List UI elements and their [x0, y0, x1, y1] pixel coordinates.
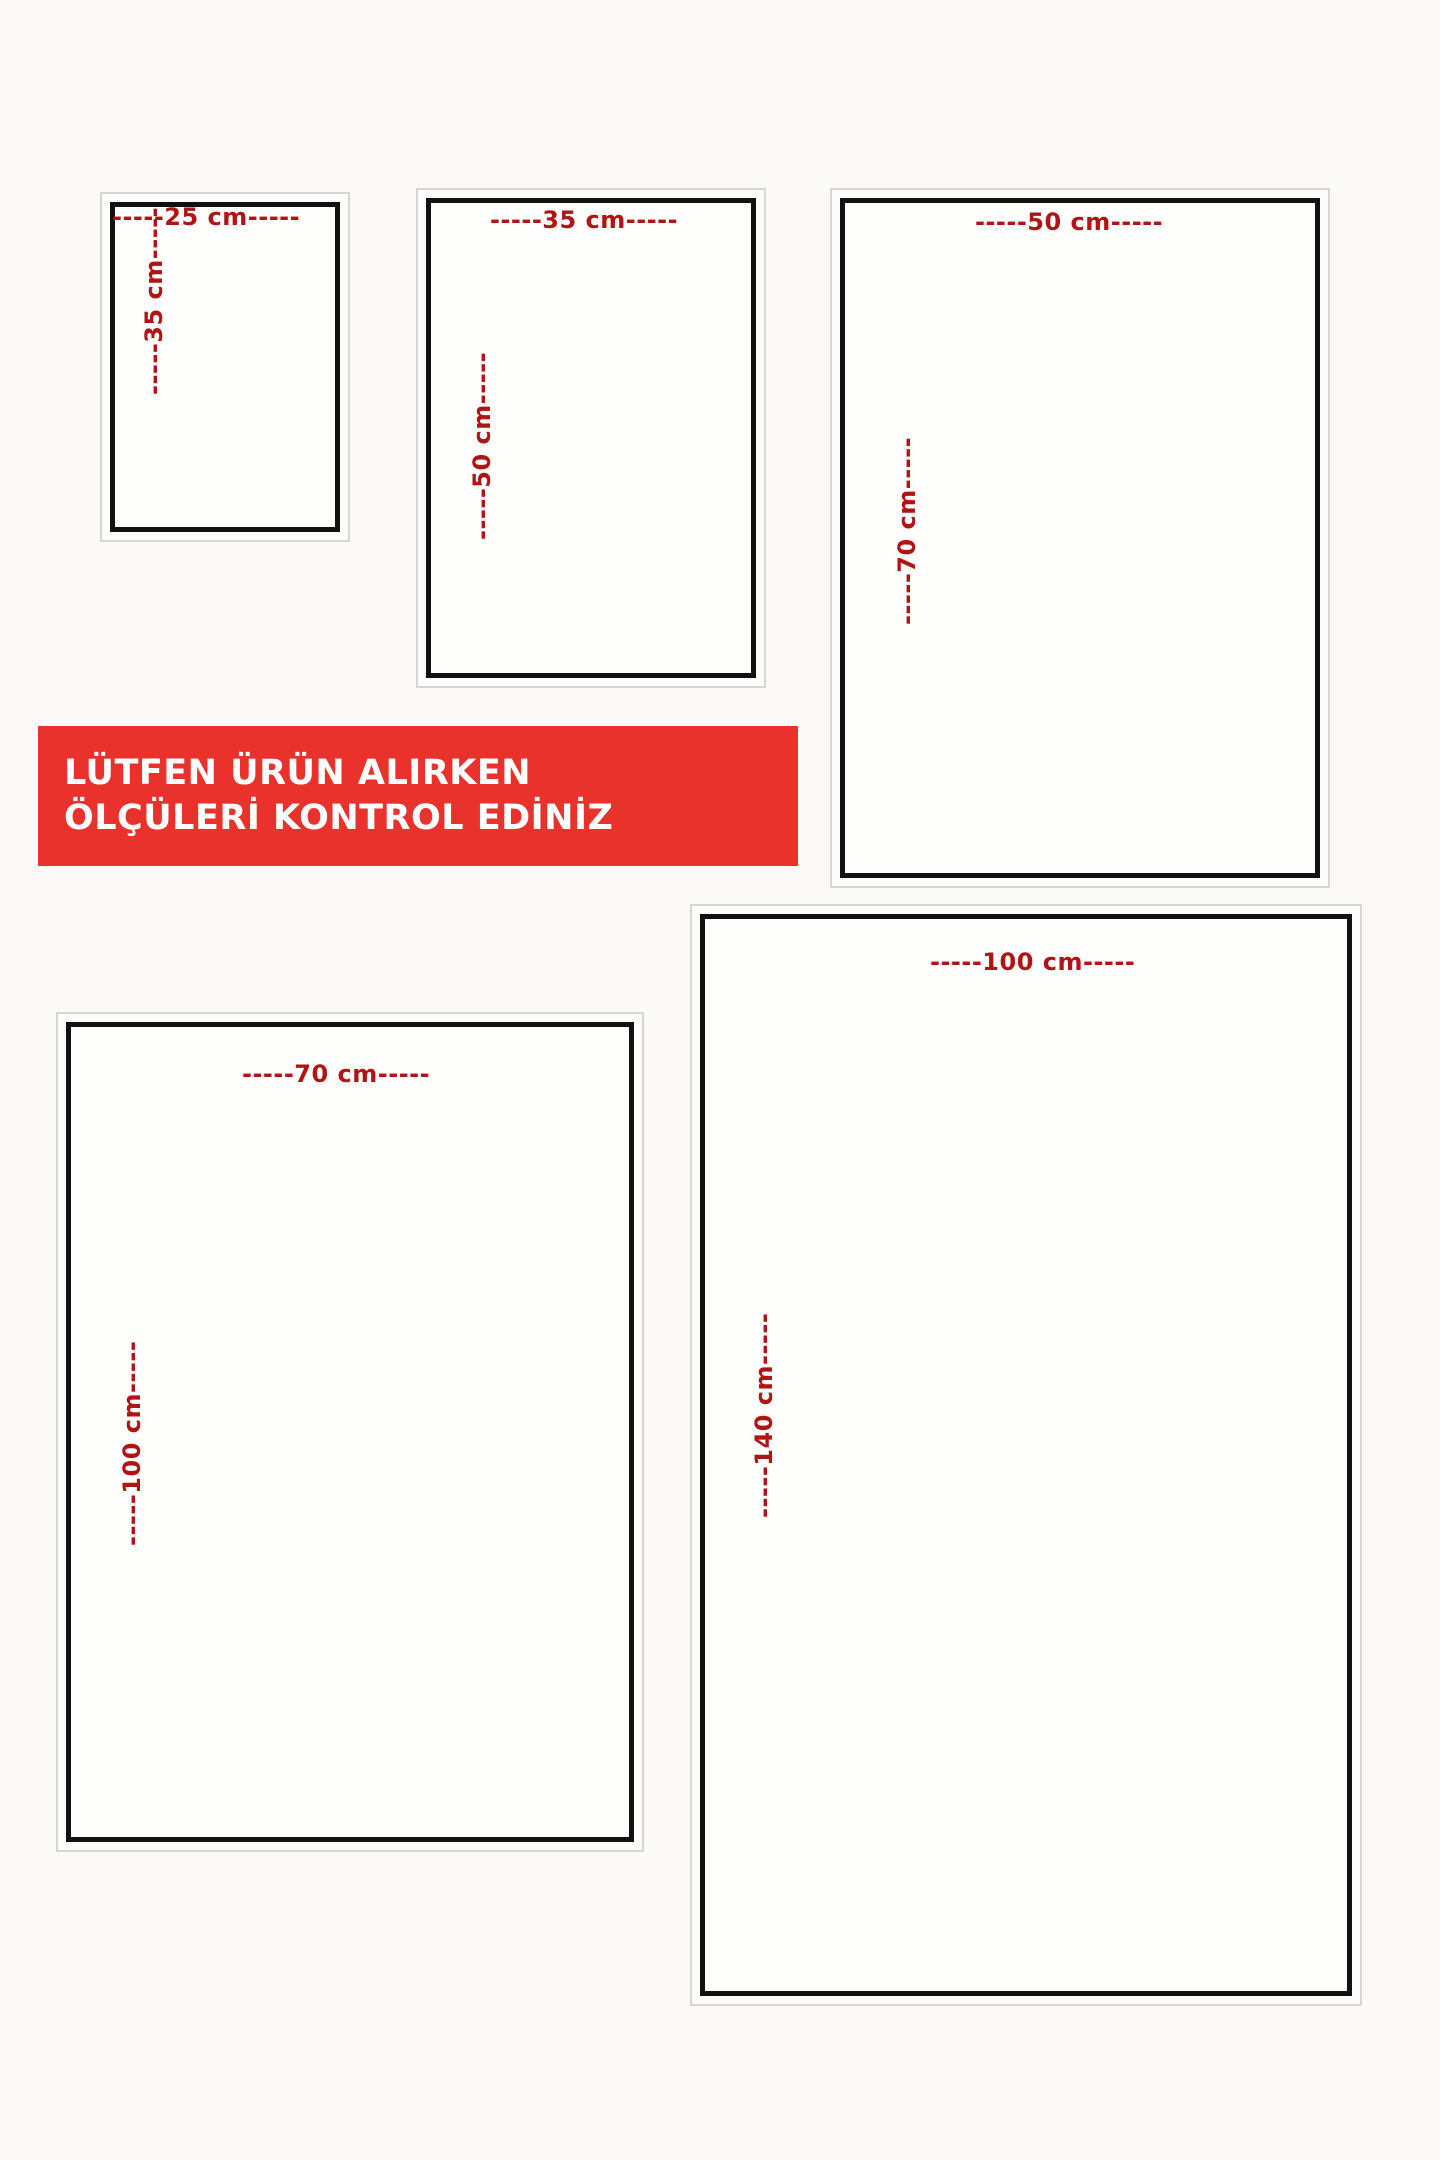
frame-25x35 [100, 192, 350, 542]
frame-70x100-inner [66, 1022, 634, 1842]
warning-banner [38, 726, 798, 866]
frame-100x140-width-label: -----100 cm----- [930, 948, 1136, 976]
warning-line-2: ÖLÇÜLERİ KONTROL EDİNİZ [64, 798, 614, 838]
frame-70x100-width-label: -----70 cm----- [242, 1060, 431, 1088]
frame-100x140-height-label: -----140 cm----- [750, 1312, 778, 1518]
frame-50x70-width-label: -----50 cm----- [975, 208, 1164, 236]
warning-line-1: LÜTFEN ÜRÜN ALIRKEN [64, 753, 532, 794]
frame-25x35-width-label: -----25 cm----- [112, 203, 301, 231]
frame-50x70-height-label: -----70 cm----- [893, 436, 921, 625]
frame-100x140 [690, 904, 1362, 2006]
frame-25x35-height-label: -----35 cm----- [140, 206, 168, 395]
frame-35x50-height-label: -----50 cm----- [468, 351, 496, 540]
frame-100x140-inner [700, 914, 1352, 1996]
frame-70x100-height-label: -----100 cm----- [118, 1340, 146, 1546]
frame-35x50-width-label: -----35 cm----- [490, 206, 679, 234]
